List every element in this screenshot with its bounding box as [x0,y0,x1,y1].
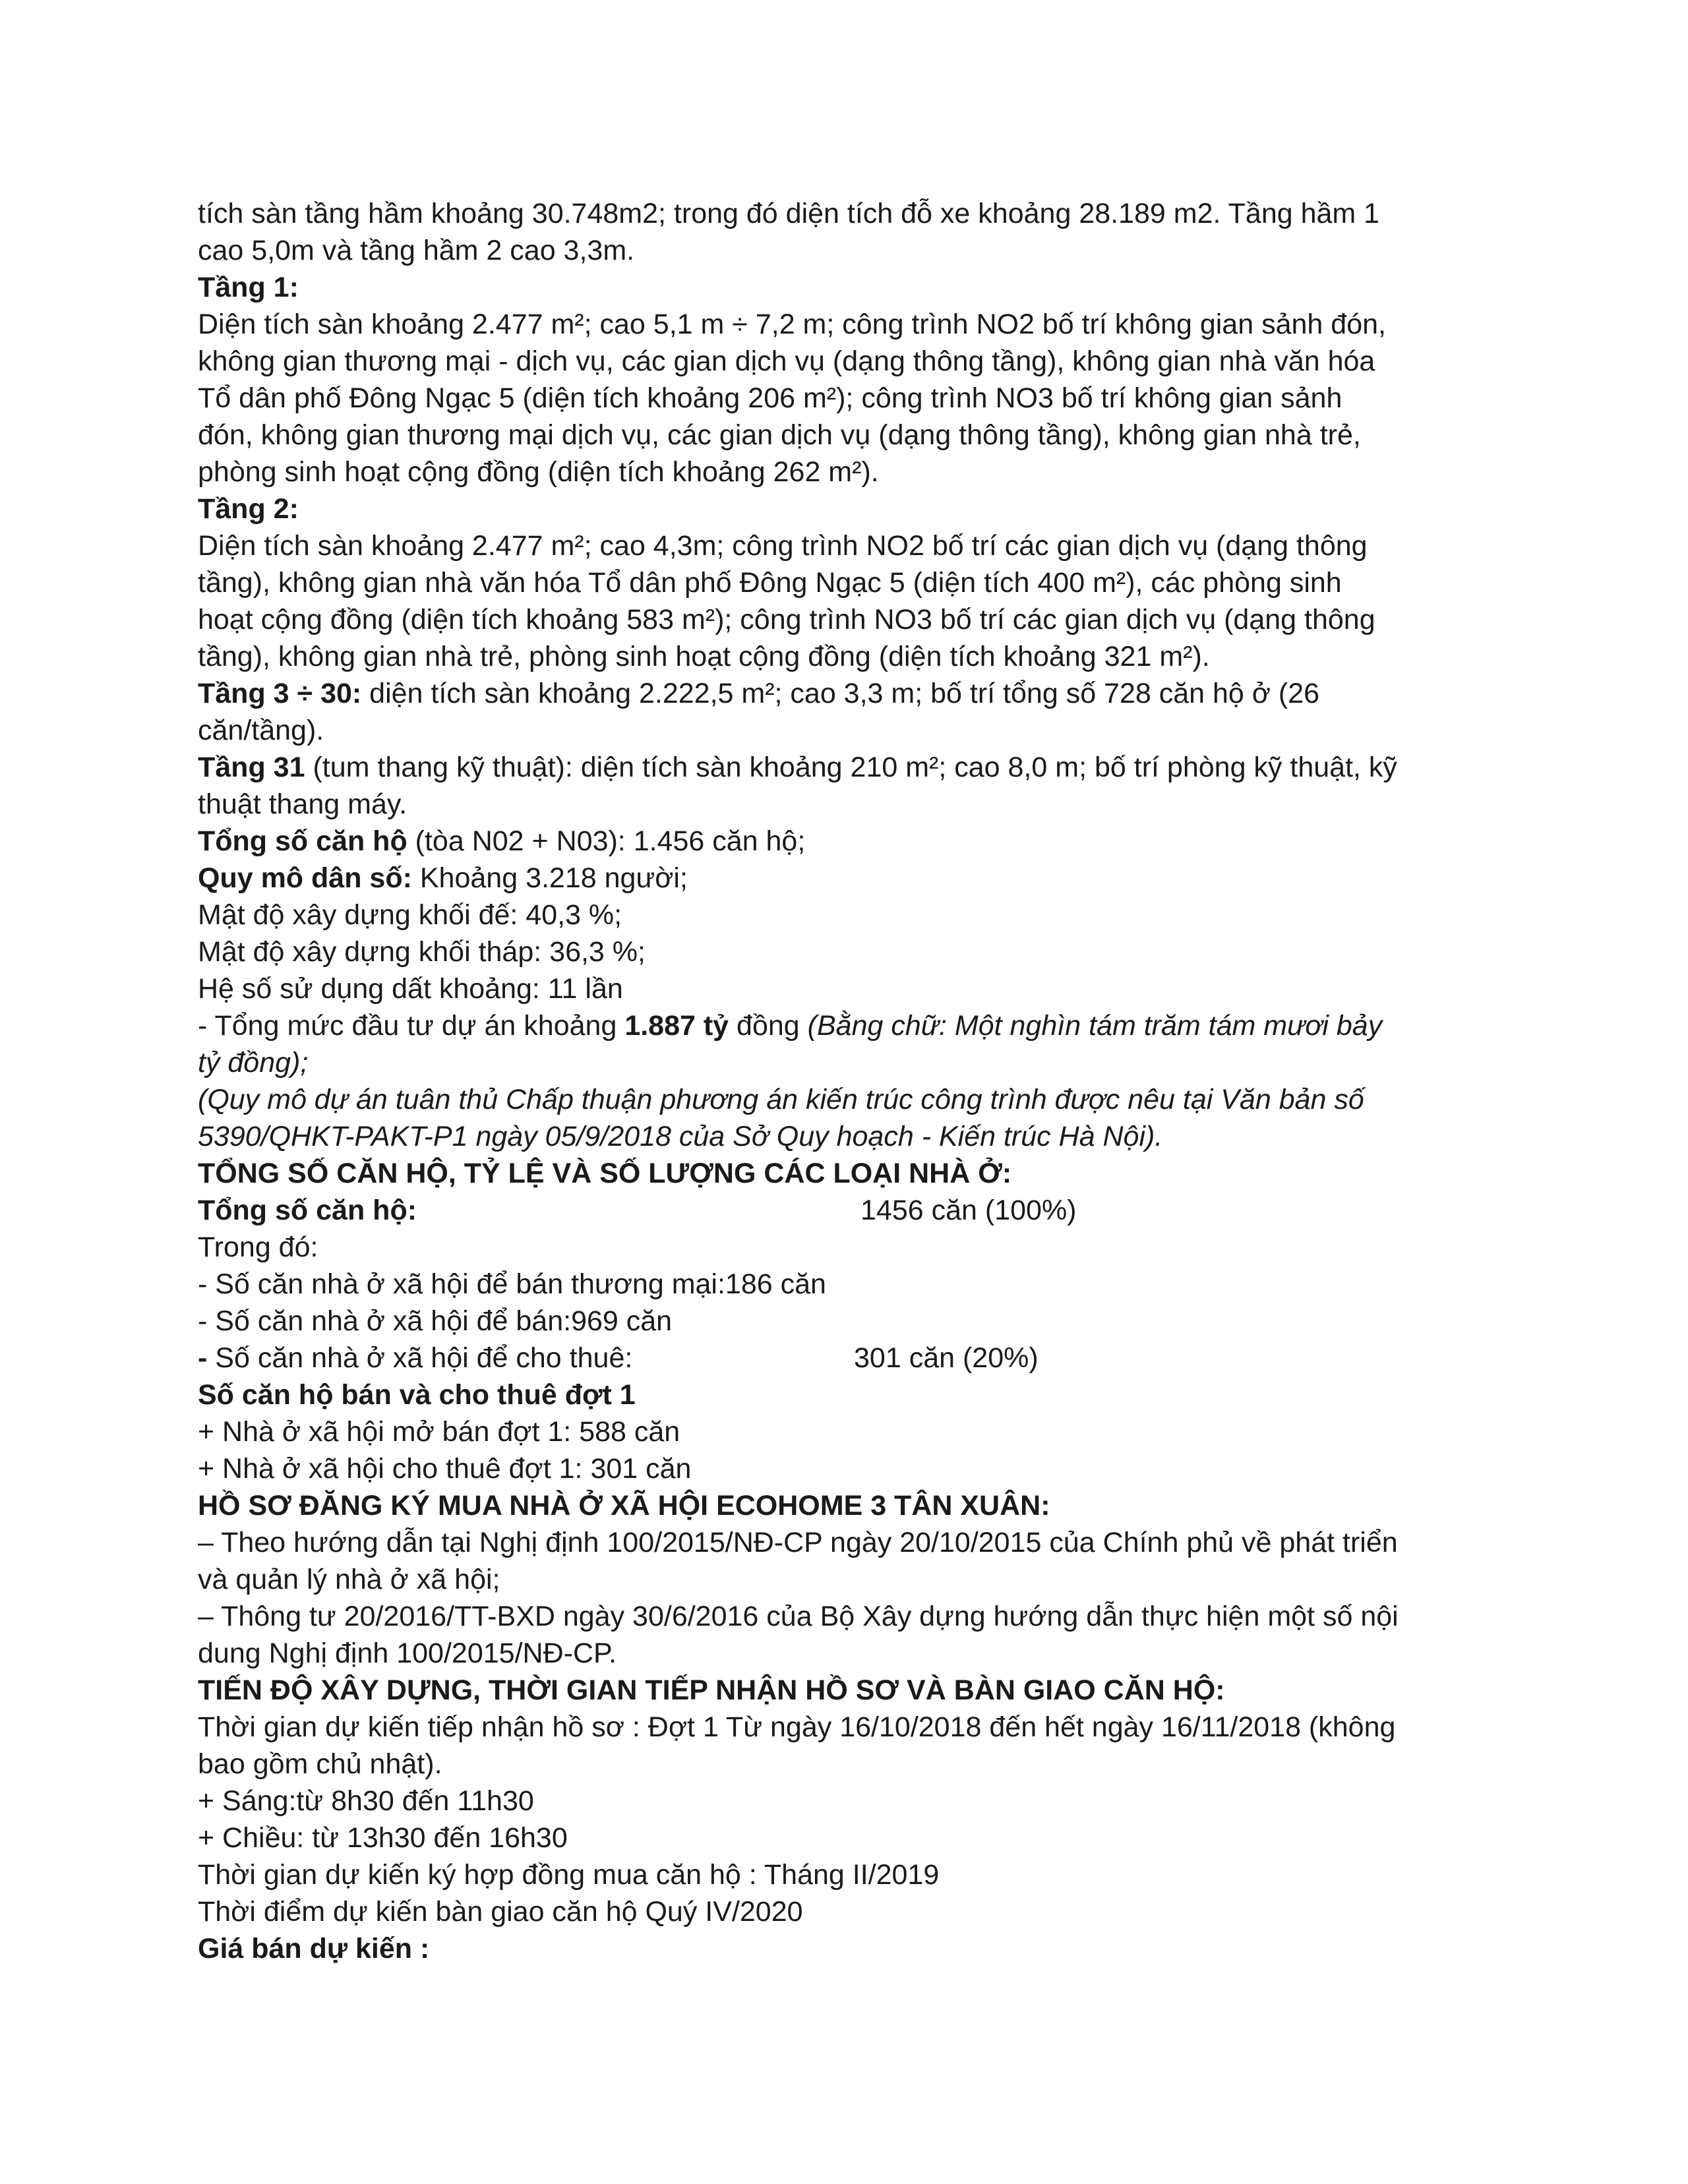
docs-line-2: và quản lý nhà ở xã hội; [198,1564,500,1595]
units-rent-value: 301 căn (20%) [854,1342,1039,1374]
total-units-text: (tòa N02 + N03): 1.456 căn hộ; [407,825,806,857]
units-rent-row [198,1340,1517,1376]
units-among: Trong đó: [198,1231,318,1263]
units-total-label: Tổng số căn hộ: [198,1195,417,1226]
investment-prefix: - Tổng mức đầu tư dự án khoảng [198,1010,625,1042]
land-use-line: Hệ số sử dụng dất khoảng: 11 lần [198,973,623,1005]
floor1-line-2: không gian thương mại - dịch vụ, các gian dịch vụ (dạng thông tầng), không gian nhà văn hóa [198,345,1375,377]
schedule-handover: Thời điểm dự kiến bàn giao căn hộ Quý IV/2020 [198,1896,803,1928]
scale-note-line-2: 5390/QHKT-PAKT-P1 ngày 05/9/2018 của Sở Quy hoạch - Kiến trúc Hà Nội). [198,1121,1163,1152]
units-heading: TỔNG SỐ CĂN HỘ, TỶ LỆ VÀ SỐ LƯỢNG CÁC LOẠI NHÀ Ở: [198,1158,1012,1189]
floor1-line-5: phòng sinh hoạt cộng đồng (diện tích khoảng 262 m²). [198,456,879,488]
total-units-label: Tổng số căn hộ [198,825,407,857]
floor3-30-label: Tầng 3 ÷ 30: [198,678,362,709]
population-label: Quy mô dân số: [198,862,412,894]
floor31-label: Tầng 31 [198,752,305,783]
floor1-line-1: Diện tích sàn khoảng 2.477 m²; cao 5,1 m ÷ 7,2 m; công trình NO2 bố trí không gian sảnh đón, [198,309,1386,340]
phase1-sale: + Nhà ở xã hội mở bán đợt 1: 588 căn [198,1416,680,1448]
units-sale-commercial: - Số căn nhà ở xã hội để bán thương mại:186 căn [198,1268,826,1300]
investment-line-2: tỷ đồng); [198,1047,309,1078]
intro-line-2: cao 5,0m và tầng hầm 2 cao 3,3m. [198,235,635,266]
investment-unit: đồng [729,1010,808,1042]
schedule-morning: + Sáng:từ 8h30 đến 11h30 [198,1785,534,1817]
floor3-30-line-2: căn/tầng). [198,715,324,746]
floor3-30-line-1 [198,675,1517,712]
units-rent-label-wrap [198,1340,632,1376]
intro-line-1: tích sàn tầng hầm khoảng 30.748m2; trong đó diện tích đỗ xe khoảng 28.189 m2. Tầng hầm 1 [198,198,1380,229]
floor2-heading: Tầng 2: [198,493,299,525]
investment-line-1 [198,1007,1517,1044]
schedule-line-1: Thời gian dự kiến tiếp nhận hồ sơ : Đợt 1 Từ ngày 16/10/2018 đến hết ngày 16/11/2018 (không [198,1711,1396,1743]
units-rent-label: Số căn nhà ở xã hội để cho thuê: [207,1342,633,1374]
docs-line-3: – Thông tư 20/2016/TT-BXD ngày 30/6/2016 của Bộ Xây dựng hướng dẫn thực hiện một số nội [198,1601,1399,1632]
scale-note-line-1: (Quy mô dự án tuân thủ Chấp thuận phương án kiến trúc công trình được nêu tại Văn bản số [198,1084,1364,1115]
units-sale: - Số căn nhà ở xã hội để bán:969 căn [198,1305,673,1337]
units-total-value: 1456 căn (100%) [860,1195,1077,1226]
density-base-line: Mật độ xây dựng khối đế: 40,3 %; [198,899,622,931]
floor2-line-1: Diện tích sàn khoảng 2.477 m²; cao 4,3m; công trình NO2 bố trí các gian dịch vụ (dạng thông [198,530,1368,562]
schedule-heading: TIẾN ĐỘ XÂY DỰNG, THỜI GIAN TIẾP NHẬN HỒ SƠ VÀ BÀN GIAO CĂN HỘ: [198,1674,1225,1706]
schedule-afternoon: + Chiều: từ 13h30 đến 16h30 [198,1822,568,1854]
population-text: Khoảng 3.218 người; [411,862,688,894]
floor2-line-2: tầng), không gian nhà văn hóa Tổ dân phố Đông Ngạc 5 (diện tích 400 m²), các phòng sinh [198,567,1342,599]
floor31-line-1 [198,749,1517,786]
units-total-row [198,1192,1517,1229]
floor31-text: (tum thang kỹ thuật): diện tích sàn khoảng 210 m²; cao 8,0 m; bố trí phòng kỹ thuật, kỹ [305,752,1397,783]
density-tower-line: Mật độ xây dựng khối tháp: 36,3 %; [198,936,646,968]
phase1-heading: Số căn hộ bán và cho thuê đợt 1 [198,1379,636,1411]
investment-words-1: (Bằng chữ: Một nghìn tám trăm tám mươi bảy [807,1010,1383,1042]
investment-amount: 1.887 tỷ [624,1010,729,1042]
population-line [198,860,1517,897]
floor1-heading: Tầng 1: [198,272,299,303]
phase1-rent: + Nhà ở xã hội cho thuê đợt 1: 301 căn [198,1453,692,1485]
floor2-line-3: hoạt cộng đồng (diện tích khoảng 583 m²); công trình NO3 bố trí các gian dịch vụ (dạng thông [198,604,1375,635]
docs-heading: HỒ SƠ ĐĂNG KÝ MUA NHÀ Ở XÃ HỘI ECOHOME 3 TÂN XUÂN: [198,1490,1050,1521]
schedule-line-2: bao gồm chủ nhật). [198,1748,442,1780]
floor3-30-text: diện tích sàn khoảng 2.222,5 m²; cao 3,3 m; bố trí tổng số 728 căn hộ ở (26 [361,678,1320,709]
docs-line-1: – Theo hướng dẫn tại Nghị định 100/2015/NĐ-CP ngày 20/10/2015 của Chính phủ về phát triển [198,1527,1398,1558]
floor2-line-4: tầng), không gian nhà trẻ, phòng sinh hoạt cộng đồng (diện tích khoảng 321 m²). [198,641,1210,672]
floor1-line-3: Tổ dân phố Đông Ngạc 5 (diện tích khoảng 206 m²); công trình NO3 bố trí không gian sảnh [198,382,1342,414]
floor31-line-2: thuật thang máy. [198,788,407,820]
docs-line-4: dung Nghị định 100/2015/NĐ-CP. [198,1638,617,1669]
units-rent-dash: - [198,1342,208,1374]
total-units-line [198,823,1517,860]
floor1-line-4: đón, không gian thương mại dịch vụ, các gian dịch vụ (dạng thông tầng), không gian nhà trẻ, [198,419,1361,451]
price-heading: Giá bán dự kiến : [198,1933,430,1964]
document-page [198,195,1517,1967]
schedule-contract: Thời gian dự kiến ký hợp đồng mua căn hộ : Tháng II/2019 [198,1859,940,1891]
